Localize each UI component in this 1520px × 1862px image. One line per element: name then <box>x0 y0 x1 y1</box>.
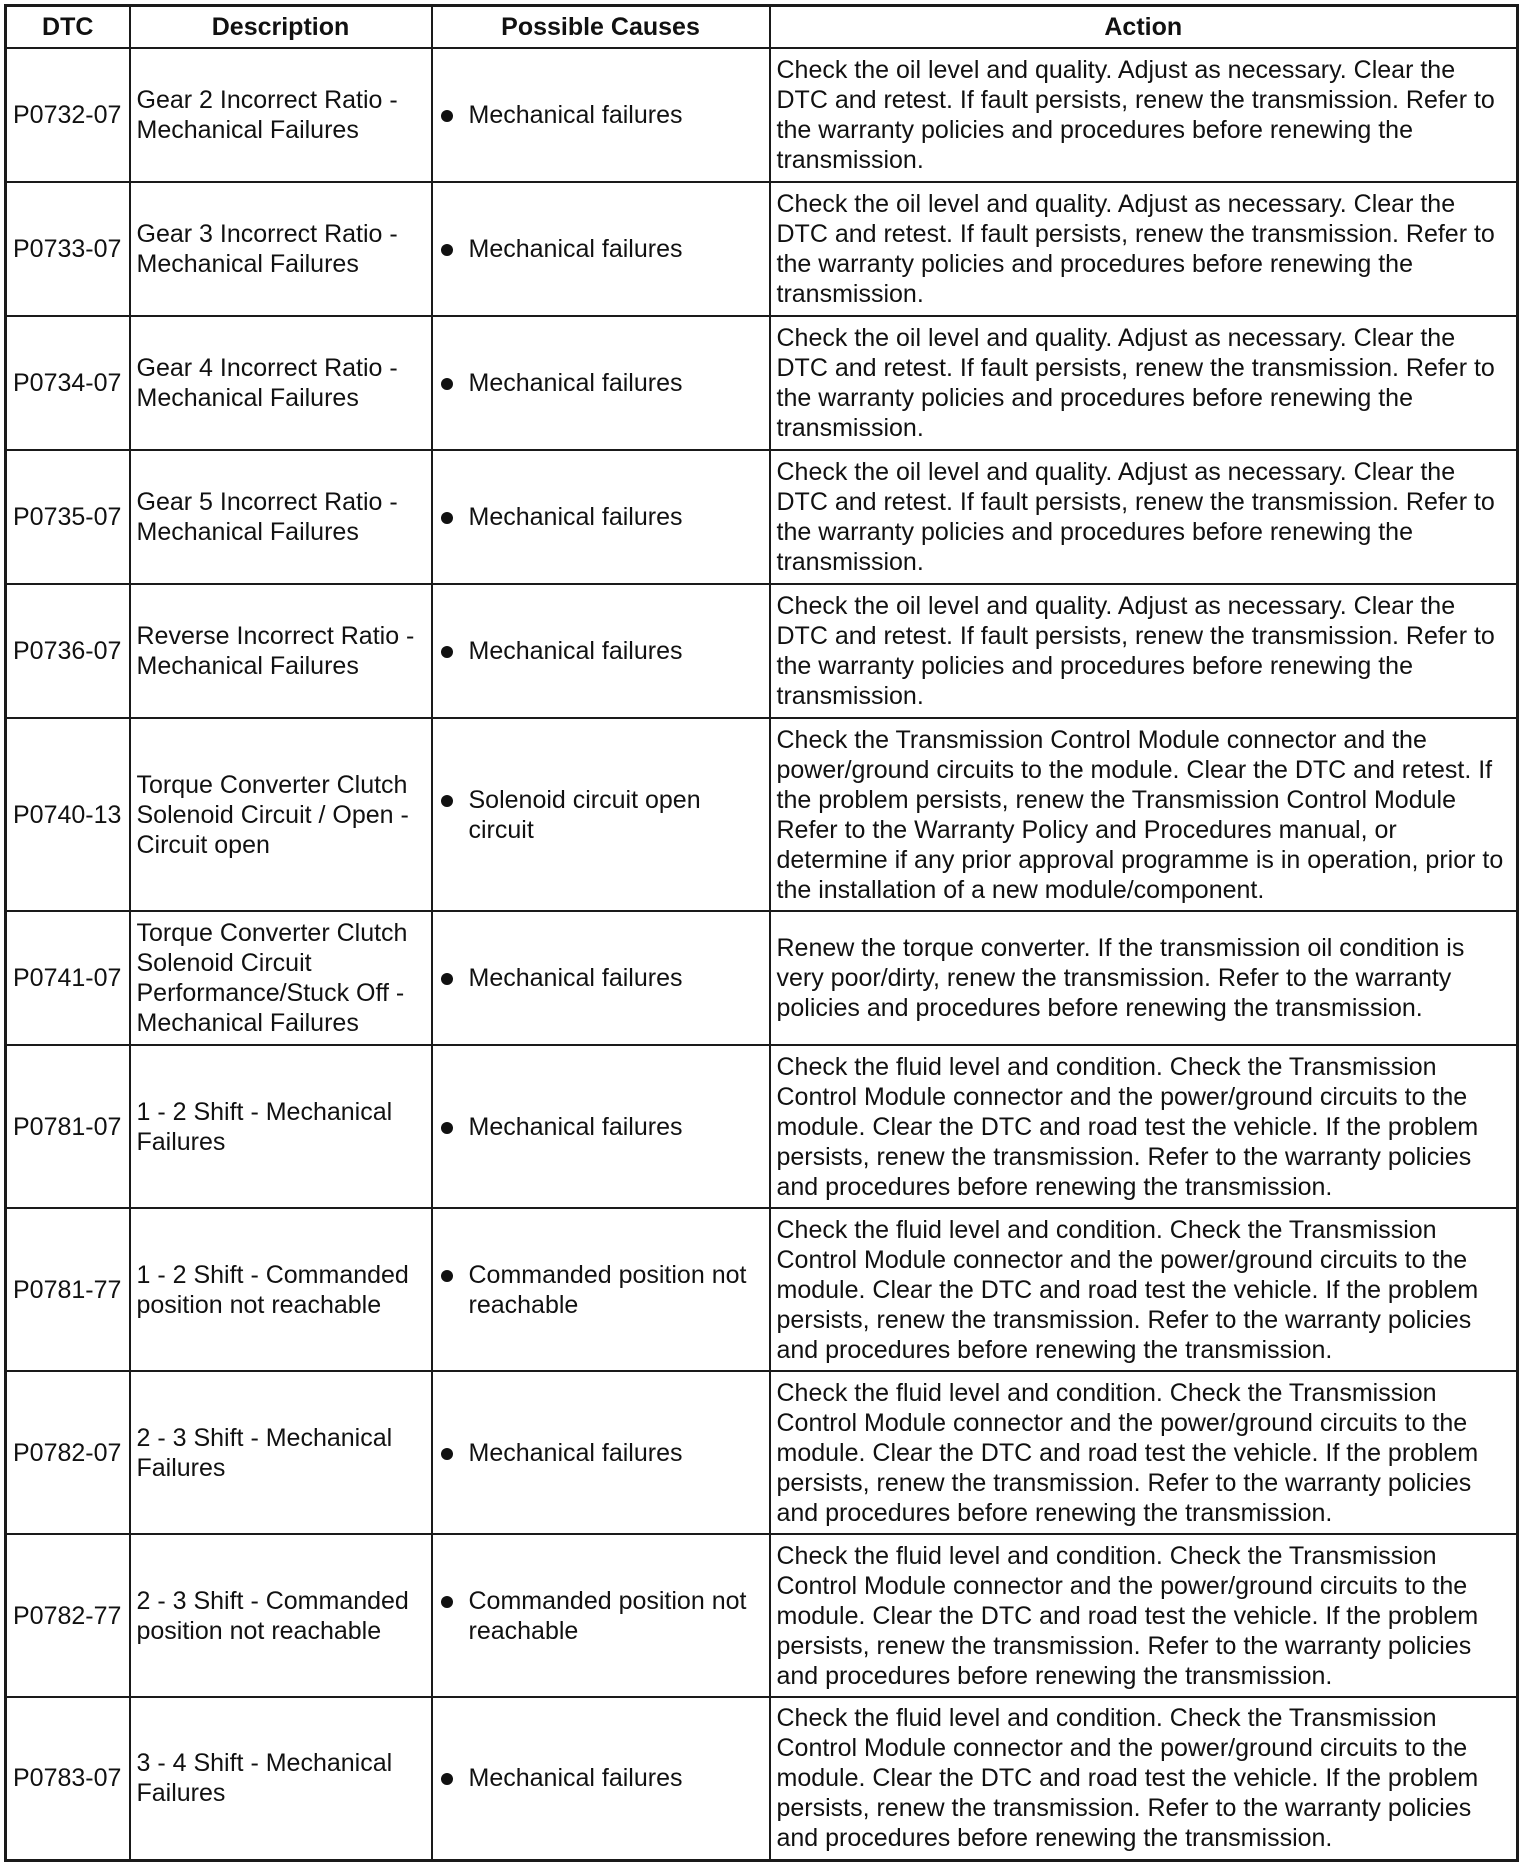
action-text: Check the oil level and quality. Adjust as necessary. Clear the DTC and retest. If fault persists, renew the transmission. Refer to the warranty policies and procedures before renewing the transmission. <box>770 450 1518 584</box>
dtc-code: P0783-07 <box>6 1697 130 1860</box>
dtc-table <box>4 4 1519 1862</box>
header-possible-causes: Possible Causes <box>432 6 770 49</box>
table-row <box>6 718 1518 911</box>
action-text: Check the fluid level and condition. Check the Transmission Control Module connector and the power/ground circuits to the module. Clear the DTC and road test the vehicle. If the problem persists, renew the transmission. Refer to the warranty policies and procedures before renewing the transmission. <box>770 1371 1518 1534</box>
bullet-icon <box>441 1773 453 1785</box>
possible-cause-text: Mechanical failures <box>468 1112 683 1141</box>
dtc-description: 1 - 2 Shift - Commanded position not reachable <box>130 1208 432 1371</box>
bullet-icon <box>441 244 453 256</box>
dtc-code: P0781-77 <box>6 1208 130 1371</box>
dtc-code: P0781-07 <box>6 1045 130 1208</box>
header-description: Description <box>130 6 432 49</box>
possible-cause-text: Mechanical failures <box>468 101 683 129</box>
bullet-icon <box>441 1122 453 1134</box>
bullet-icon <box>441 110 453 122</box>
dtc-description: Gear 2 Incorrect Ratio - Mechanical Failures <box>130 48 432 182</box>
bullet-icon <box>441 973 453 985</box>
possible-cause-text: Mechanical failures <box>468 964 683 992</box>
dtc-description: Reverse Incorrect Ratio - Mechanical Failures <box>130 584 432 718</box>
table-row <box>6 450 1518 584</box>
action-text: Renew the torque converter. If the transmission oil condition is very poor/dirty, renew the transmission. Refer to the warranty policies and procedures before renewing the transmission. <box>770 911 1518 1045</box>
table-header-row <box>6 6 1518 49</box>
dtc-code: P0782-07 <box>6 1371 130 1534</box>
dtc-code: P0782-77 <box>6 1534 130 1697</box>
dtc-code: P0735-07 <box>6 450 130 584</box>
possible-cause <box>432 48 770 182</box>
action-text: Check the fluid level and condition. Check the Transmission Control Module connector and the power/ground circuits to the module. Clear the DTC and road test the vehicle. If the problem persists, renew the transmission. Refer to the warranty policies and procedures before renewing the transmission. <box>770 1534 1518 1697</box>
action-text: Check the fluid level and condition. Check the Transmission Control Module connector and the power/ground circuits to the module. Clear the DTC and road test the vehicle. If the problem persists, renew the transmission. Refer to the warranty policies and procedures before renewing the transmission. <box>770 1208 1518 1371</box>
dtc-description: Gear 4 Incorrect Ratio - Mechanical Failures <box>130 316 432 450</box>
header-dtc: DTC <box>6 6 130 49</box>
action-text: Check the fluid level and condition. Check the Transmission Control Module connector and the power/ground circuits to the module. Clear the DTC and road test the vehicle. If the problem persists, renew the transmission. Refer to the warranty policies and procedures before renewing the transmission. <box>770 1045 1518 1208</box>
dtc-description: Torque Converter Clutch Solenoid Circuit / Open - Circuit open <box>130 718 432 911</box>
bullet-icon <box>441 646 453 658</box>
dtc-description: Gear 3 Incorrect Ratio - Mechanical Failures <box>130 182 432 316</box>
dtc-description: Torque Converter Clutch Solenoid Circuit Performance/Stuck Off - Mechanical Failures <box>130 911 432 1045</box>
possible-cause <box>432 1534 770 1697</box>
action-text: Check the fluid level and condition. Check the Transmission Control Module connector and the power/ground circuits to the module. Clear the DTC and road test the vehicle. If the problem persists, renew the transmission. Refer to the warranty policies and procedures before renewing the transmission. <box>770 1697 1518 1860</box>
table-row <box>6 48 1518 182</box>
dtc-description: 2 - 3 Shift - Mechanical Failures <box>130 1371 432 1534</box>
possible-cause-text: Commanded position not reachable <box>468 1260 747 1319</box>
possible-cause-text: Commanded position not reachable <box>468 1586 747 1645</box>
dtc-description: 2 - 3 Shift - Commanded position not reachable <box>130 1534 432 1697</box>
bullet-icon <box>441 795 453 807</box>
possible-cause <box>432 316 770 450</box>
dtc-description: 3 - 4 Shift - Mechanical Failures <box>130 1697 432 1860</box>
dtc-code: P0741-07 <box>6 911 130 1045</box>
dtc-description: 1 - 2 Shift - Mechanical Failures <box>130 1045 432 1208</box>
header-action: Action <box>770 6 1518 49</box>
table-row <box>6 584 1518 718</box>
possible-cause <box>432 911 770 1045</box>
table-row <box>6 911 1518 1045</box>
possible-cause-text: Mechanical failures <box>468 369 683 397</box>
table-row <box>6 1371 1518 1534</box>
bullet-icon <box>441 512 453 524</box>
possible-cause-text: Mechanical failures <box>468 637 683 665</box>
possible-cause-text: Mechanical failures <box>468 503 683 531</box>
dtc-code: P0732-07 <box>6 48 130 182</box>
table-row <box>6 1534 1518 1697</box>
possible-cause <box>432 182 770 316</box>
possible-cause-text: Solenoid circuit open circuit <box>468 785 701 844</box>
possible-cause <box>432 1045 770 1208</box>
action-text: Check the oil level and quality. Adjust as necessary. Clear the DTC and retest. If fault persists, renew the transmission. Refer to the warranty policies and procedures before renewing the transmission. <box>770 584 1518 718</box>
action-text: Check the oil level and quality. Adjust as necessary. Clear the DTC and retest. If fault persists, renew the transmission. Refer to the warranty policies and procedures before renewing the transmission. <box>770 48 1518 182</box>
table-row <box>6 182 1518 316</box>
action-text: Check the Transmission Control Module connector and the power/ground circuits to the module. Clear the DTC and retest. If the problem persists, renew the Transmission Control Module Refer to the Warranty Policy and Procedures manual, or determine if any prior approval programme is in operation, prior to the installation of a new module/component. <box>770 718 1518 911</box>
possible-cause-text: Mechanical failures <box>468 1438 683 1467</box>
dtc-code: P0734-07 <box>6 316 130 450</box>
table-row <box>6 1208 1518 1371</box>
table-row <box>6 1045 1518 1208</box>
dtc-code: P0740-13 <box>6 718 130 911</box>
dtc-code: P0733-07 <box>6 182 130 316</box>
dtc-description: Gear 5 Incorrect Ratio - Mechanical Failures <box>130 450 432 584</box>
possible-cause <box>432 718 770 911</box>
bullet-icon <box>441 1270 453 1282</box>
possible-cause <box>432 1697 770 1860</box>
action-text: Check the oil level and quality. Adjust as necessary. Clear the DTC and retest. If fault persists, renew the transmission. Refer to the warranty policies and procedures before renewing the transmission. <box>770 316 1518 450</box>
table-row <box>6 1697 1518 1860</box>
possible-cause <box>432 1371 770 1534</box>
dtc-code: P0736-07 <box>6 584 130 718</box>
possible-cause <box>432 584 770 718</box>
bullet-icon <box>441 1596 453 1608</box>
possible-cause <box>432 450 770 584</box>
bullet-icon <box>441 1448 453 1460</box>
possible-cause-text: Mechanical failures <box>468 1764 683 1793</box>
possible-cause-text: Mechanical failures <box>468 235 683 263</box>
possible-cause <box>432 1208 770 1371</box>
action-text: Check the oil level and quality. Adjust as necessary. Clear the DTC and retest. If fault persists, renew the transmission. Refer to the warranty policies and procedures before renewing the transmission. <box>770 182 1518 316</box>
table-row <box>6 316 1518 450</box>
bullet-icon <box>441 378 453 390</box>
